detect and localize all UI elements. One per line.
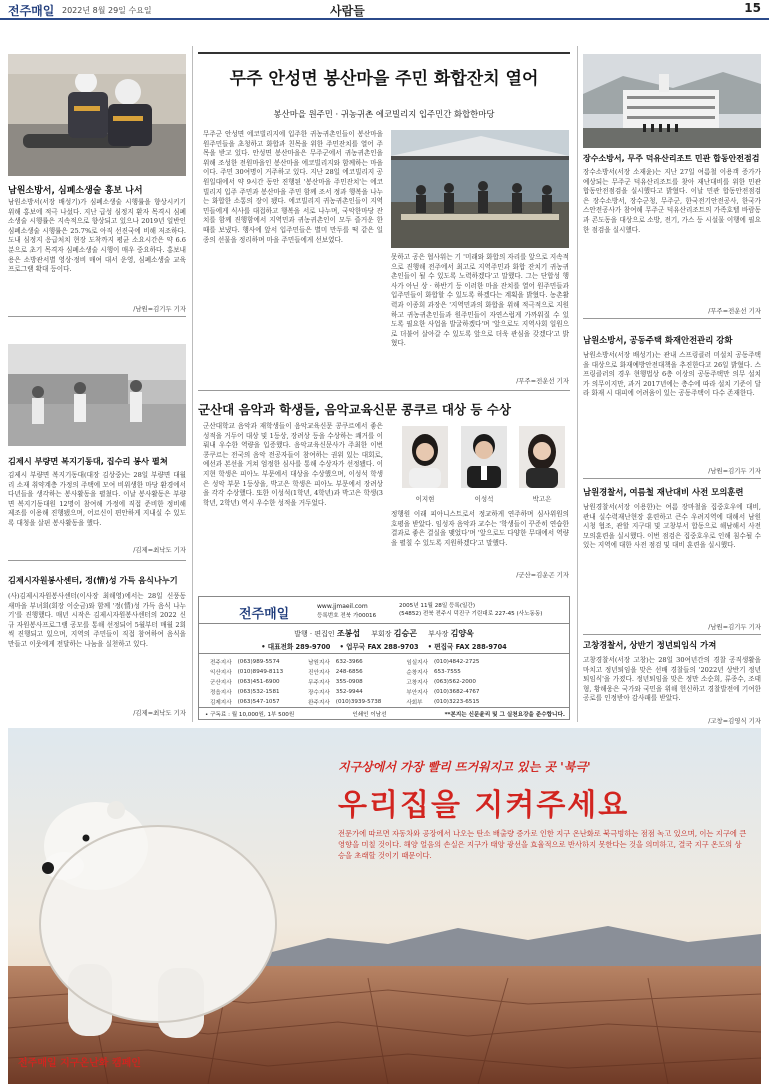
vice-label: 부회장 [371, 630, 392, 638]
left-article-2-body: 김제시 부량면 복지기동대(대장 김상중)는 28일 부량면 대월리 소재 취약계층 가정의 주택에 모여 비위생한 마당 환경에서 다년들을 생각하는 봉사활동을 펼쳤다. 이날 봉사활동은 부량면 복지기동대원 12명이 참여해 가정에 직접 준비한 정비해 제조를 이용해 진행됐으며, 어르신이 편안하게 지내실 수 있도록 대청을 살핀 봉사활동을 했다. [8, 471, 186, 527]
rep-tel: • 대표전화 289-9700 [261, 643, 331, 651]
ad-credit: 전주매일 지구온난화 캠페인 [18, 1058, 141, 1069]
info-registration: 2005년 11월 28일 등록(일간) [399, 603, 475, 609]
right-article-3-title: 남원경찰서, 여름철 재난대비 사전 모의훈련 [583, 487, 744, 497]
bureau-phone: (063)547-1057 [237, 699, 280, 705]
ad-headline: 우리집을 지켜주세요 [338, 788, 630, 823]
subscription-price: • 구독료 : 월 10,000원, 1부 500원 [205, 712, 295, 718]
bureau-name: 진안지사 [308, 670, 330, 676]
info-address: (54852) 전북 전주시 덕진구 기린대로 227-45 (사노동동) [399, 611, 543, 617]
music-story-col1: 군산대학교 음악과 재학생들이 음악교육신문 콩쿠르에서 좋은 성적을 거두어 대상 및 1등상, 장려상 등을 수상하는 쾌거를 이뤄내 우수한 역량을 입증했다. 음악교육신문사가 주최한 이번 콩쿠르는 전국의 음악 전공자들이 참여하는 권위 있는 대회로, 예선과 본선을 거쳐 엄정한 심사를 통해 수상자가 선정됐다. 이지현 학생은 피아노 부문에서 대상을 수상했으며, 이성석 학생은 성악 부문 1등상을, 박고은 학생은 피아노 부문에서 장려상을 각각 수상했다. 또한 이성석(1학년, 4학년)과 박고은 학생(3학년, 2학년) 역시 우수한 성적을 거두었다. [203, 422, 383, 507]
bureau-phone: 632-3966 [335, 659, 363, 665]
publisher-label: 발행 · 편집인 [294, 630, 335, 638]
bureau-name: 임실지사 [406, 660, 428, 666]
bureau-name: 군산지사 [210, 680, 232, 686]
bureau-name: 완주지사 [308, 700, 330, 706]
right-article-3-byline: /남원=김기두 기자 [708, 623, 761, 631]
bureau-phone: 653-7555 [433, 669, 461, 675]
divider [583, 478, 761, 479]
bureau-table [207, 657, 501, 707]
bureau-name: 전주지사 [210, 660, 232, 666]
bureau-phone: 355-0908 [335, 679, 363, 685]
cpr-photo [8, 54, 186, 176]
divider [583, 318, 761, 319]
student-name-1: 이지현 [415, 495, 435, 503]
publisher-info-box [198, 596, 570, 720]
left-article-3-byline: /김제=최낙도 기자 [133, 709, 186, 717]
bureau-name: 장수지사 [308, 690, 330, 696]
right-article-2-byline: /남원=김기두 기자 [708, 467, 761, 475]
bureau-phone: (063)532-1581 [237, 689, 280, 695]
house-repair-photo [8, 344, 186, 446]
column-divider [577, 46, 578, 722]
bureau-row [207, 657, 501, 667]
right-article-1-body: 장수소방서(서장 소재윤)는 지난 27일 여름철 이용객 증가가 예상되는 무주군 덕유산리조트를 찾아 재난대비를 위한 민관 합동안전점검을 실시했다고 밝혔다. 이날 민관 합동안전점검은 장수소방서, 장수군청, 무주군, 한국전기안전공사, 한국가스안전공사가 참여해 무주군 덕유산리조트의 가족호텔 바람동과 콘도동을 대상으로 소방, 전기, 가스 등 시설물 이행에 필요한 점검을 실시했다. [583, 168, 761, 234]
ethics-note: **본지는 신문윤리 및 그 실천요강을 준수합니다. [444, 712, 565, 718]
student-name-3: 박고은 [532, 495, 552, 503]
bureau-row [207, 687, 501, 697]
info-contact-row [199, 641, 569, 651]
ad-body: 전문가에 따르면 자동차와 공장에서 나오는 탄소 배출량 증가로 인한 지구 온난화로 북극빙하는 점점 녹고 있으며, 이는 지구에 큰 영향을 미칠 것이다. 해양 얼음의 손실은 지구가 태양 광선을 효율적으로 반사하지 못한다는 것을 의미하고, 결국 지구 온도의 상승을 초래할 것이기 때문이다. [338, 829, 747, 860]
left-article-3-body: (사)김제시자원봉사센터(이사장 최해영)에서는 28일 신풍동 새마을 부녀회(회장 이순금)와 함께 '정(情)성 가득 음식 나누기'를 진행했다. 매년 시작은 김제시자원봉사센터의 2022 신규 자원봉사프로그램 공모를 통해 선정되어 5월부터 매월 2회씩 진행되고 있으며, 지역의 주민들이 직접 참여하여 음식을 만들고 이웃에게 전달하는 나눔을 실천하고 있다. [8, 592, 186, 648]
info-staff-row [199, 628, 569, 639]
info-brand: 전주매일 [239, 607, 290, 622]
bureau-row [207, 667, 501, 677]
left-article-1-title: 남원소방서, 심폐소생술 홍보 나서 [8, 186, 143, 196]
right-article-4-body: 고창경찰서(서장 고창)는 28일 30여년간의 경찰 공직생활을 마치고 정년퇴임을 맞은 선배 경찰들의 '2022년 상반기 정년퇴임식'을 가졌다. 정년퇴임을 맞은 정만 소순희, 류종수, 조태형, 황해웅은 국가와 국민을 위해 헌신하고 경찰발전에 기여한 공로를 인정받아 감사패를 받았다. [583, 656, 761, 703]
page-number: 15 [744, 1, 761, 15]
bureau-phone: 248-6856 [335, 669, 363, 675]
left-article-1-body: 남원소방서(서장 배성기)가 심폐소생술 시행률을 향상시키기 위해 홍보에 적극 나섰다. 지난 급성 심정지 환자 목격시 심폐소생술 시행률은 지속적으로 향상되고 있으나 2019년 일반인 심폐소생술 시행률은 25.7%로 아직 선진국에 비해 저조하다. 도내 심정지 응급처치 현장 도착까지 평균 소요시간은 약 6.6분으로 초기 목격자 심폐소생술 시행이 매우 중요하다. 홍보내용은 소방관서별 영상·정비 매여 대서 운영, 심폐소생술 교육 프로그램 확대 등이다. [8, 198, 186, 274]
divider [8, 316, 186, 317]
left-article-2-title: 김제시 부량면 복지기동대, 집수리 봉사 펼쳐 [8, 456, 168, 466]
left-article-2-byline: /김제=최낙도 기자 [133, 546, 186, 554]
bureau-row [207, 697, 501, 707]
bureau-name: 순창지사 [406, 670, 428, 676]
climate-ad [8, 728, 761, 1084]
main-story-byline: /무주=전운선 기자 [516, 377, 569, 385]
student-photo-3 [519, 426, 565, 488]
edit-fax: • 편집국 FAX 288-9704 [427, 643, 507, 651]
main-story-title: 무주 안성면 봉산마을 주민 화합잔치 열어 [229, 69, 539, 89]
resort-photo [583, 54, 761, 148]
info-footer [205, 710, 565, 718]
bureau-phone: (010)4842-2725 [433, 659, 480, 665]
music-story-title: 군산대 음악과 학생들, 음악교육신문 콩쿠르 대상 등 수상 [198, 402, 511, 417]
bureau-phone: (010)3682-4767 [433, 689, 480, 695]
masthead [0, 0, 769, 20]
bureau-phone: 352-9944 [335, 689, 363, 695]
right-article-3-body: 남원경찰서(서장 이용한)는 여름 장마철을 집중호우에 대비, 관내 실수력재난현장 훈련하고 큰수 우려지역에 대해서 남원시청 협조, 관할 지구대 및 고창부서 합동으로 해남해서 사전 모의훈련을 실시했다. 이번 점검은 집중호우로 인해 침수될 수 있는 지역에 대한 사전 점검 및 대비 훈련을 실시했다. [583, 503, 761, 550]
bureau-name: 고창지사 [406, 680, 428, 686]
left-article-1-byline: /남원=김기두 기자 [133, 305, 186, 313]
village-party-photo [391, 130, 569, 248]
info-divider [199, 653, 569, 654]
bureau-row [207, 677, 501, 687]
ad-tagline: 지구상에서 가장 빨리 뜨거워지고 있는 곳 '북극' [338, 760, 591, 774]
right-article-4-byline: /고창=김영식 기자 [708, 717, 761, 725]
right-article-1-title: 장수소방서, 무주 덕유산리조트 민관 합동안전점검 [583, 154, 760, 163]
bureau-name: 남원지사 [308, 660, 330, 666]
main-story-top-rule [198, 52, 570, 54]
info-reg: 등록번호 전북 가00016 [317, 613, 377, 619]
divider [583, 634, 761, 635]
bureau-phone: (010)3223-6515 [433, 699, 480, 705]
bureau-name: 사회부 [406, 700, 423, 706]
ceo-name: 김양욱 [450, 629, 474, 638]
main-story-col1: 무주군 안성면 에코빌리지에 입주한 귀농귀촌인들이 봉산마을 원주민들을 초청하고 화합과 친목을 위한 주민잔치를 열어 주목을 받고 있다. 안성면 봉산마을은 무주군에서 귀농귀촌인을 위해 조성한 전원마을인 봉산마을 에코빌리지와 함께하는 마을이다. 주민 30여명이 거주하고 있다. 지난 28일 에코빌리지 공원일대에서 약 9시간 동안 진행된 '봉산마을 주민잔치'는 에코빌리지 입주 주민과 봉산마을 주민 함께 조서 정과 행복을 나누는 화합한 소통의 장이 됐다. 에코빌리지 귀농귀촌인들이 지역민들에게 식사를 대접하고 행복을 서로 나누며, 국악한마당 잔치를 함께 진행함에서 지역민과 귀농귀촌인이 모두 즐거운 한 때를 보냈다. 행사에 앞서 입주민들은 별미 만두를 떡 같은 일종의 선물을 정리하며 마을 주민들에게 선보였다. [203, 130, 383, 244]
bureau-name: 부안지사 [406, 690, 428, 696]
main-story-subtitle: 봉산마을 원주민 · 귀농귀촌 에코빌리지 입주민간 화합한마당 [273, 109, 495, 119]
publisher-name: 조봉섭 [336, 629, 361, 638]
vice-name: 김승곤 [393, 629, 417, 638]
divider [8, 560, 186, 561]
right-article-2-title: 남원소방서, 공동주택 화재안전관리 강화 [583, 335, 733, 345]
student-photo-2 [461, 426, 507, 488]
music-story-byline: /군산=김운곤 기자 [516, 571, 569, 579]
info-divider [199, 623, 569, 624]
music-story-col2: 정행원 이래 피아니스트로서 정교하게 연주하며 심사위원의 호평을 받았다. 임성자 음악과 교수는 '학생들이 꾸준히 연습한 결과로 좋은 결실을 맺었다'며 '앞으로도 다양한 무대에서 역량을 펼칠 수 있도록 지원하겠다'고 말했다. [391, 510, 569, 547]
right-article-1-byline: /무주=전운선 기자 [708, 307, 761, 315]
section-title: 사람들 [330, 4, 365, 18]
bureau-phone: (063)989-5574 [237, 659, 280, 665]
info-url: www.jjmaeil.com [317, 603, 368, 610]
right-article-2-body: 남원소방서(서장 배성기)는 관내 스프링클러 미설치 공동주택을 대상으로 화재예방안전대책을 추진한다고 26일 밝혔다. 스프링클러의 경우 현행법상 6층 이상의 공동주택만 의무 설치가 의무이지만, 과거 2017년에는 층수에 따라 설치 기준이 달라 화재 시 대피에 어려움이 있는 공동주택이 다수 존재한다. [583, 351, 761, 398]
bureau-phone: (063)562-2000 [433, 679, 476, 685]
paper-name: 전주매일 [8, 4, 55, 18]
printer-name: 인쇄인 이남선 [352, 712, 387, 718]
main-story-col3: 못하고 공은 협사워는 기 '미래와 화합의 자리를 앞으로 지속적으로 진행해 전주에서 최고로 지역주민과 화합 잔치기 귀농귀촌인들이 될 수 있도록 노력하겠다'고 말했다. 그는 단합성 행사가 아닌 상 · 하반기 등 이러한 마을 잔치를 열어 원주민들과 입주민들이 화합할 수 있도록 하겠다는 계획을 밝혔다. 농촌활력과 이종희 과장은 '지역민과의 화합을 위해 적극적으로 지원하고 귀농귀촌인들과 원주민들이 자연스럽게 가까워질 수 있도록 필요한 사업을 발굴하겠다'며 '앞으로도 지역사회 일원으로 더불어 살아갈 수 있도록 앞으로 더욱 관심을 갖겠다'고 밝혔다. [391, 253, 569, 348]
bureau-name: 무주지사 [308, 680, 330, 686]
issue-date: 2022년 8월 29일 수요일 [62, 6, 152, 15]
bureau-phone: (010)3939-5738 [335, 699, 382, 705]
column-divider [192, 46, 193, 722]
bureau-name: 김제지사 [210, 700, 232, 706]
right-article-4-title: 고창경찰서, 상반기 정년퇴임식 가져 [583, 640, 717, 650]
ceo-label: 부사장 [428, 630, 449, 638]
student-name-2: 이성석 [474, 495, 494, 503]
divider [198, 390, 570, 391]
bureau-phone: (010)8949-8113 [237, 669, 284, 675]
bureau-phone: (063)451-6900 [237, 679, 280, 685]
student-photo-1 [402, 426, 448, 488]
ad-fax: • 업무국 FAX 288-9703 [339, 643, 419, 651]
bureau-name: 정읍지사 [210, 690, 232, 696]
bureau-name: 익산지사 [210, 670, 232, 676]
left-article-3-title: 김제시자원봉사센터, 정(情)성 가득 음식나누기 [8, 575, 178, 585]
info-divider [199, 707, 569, 708]
